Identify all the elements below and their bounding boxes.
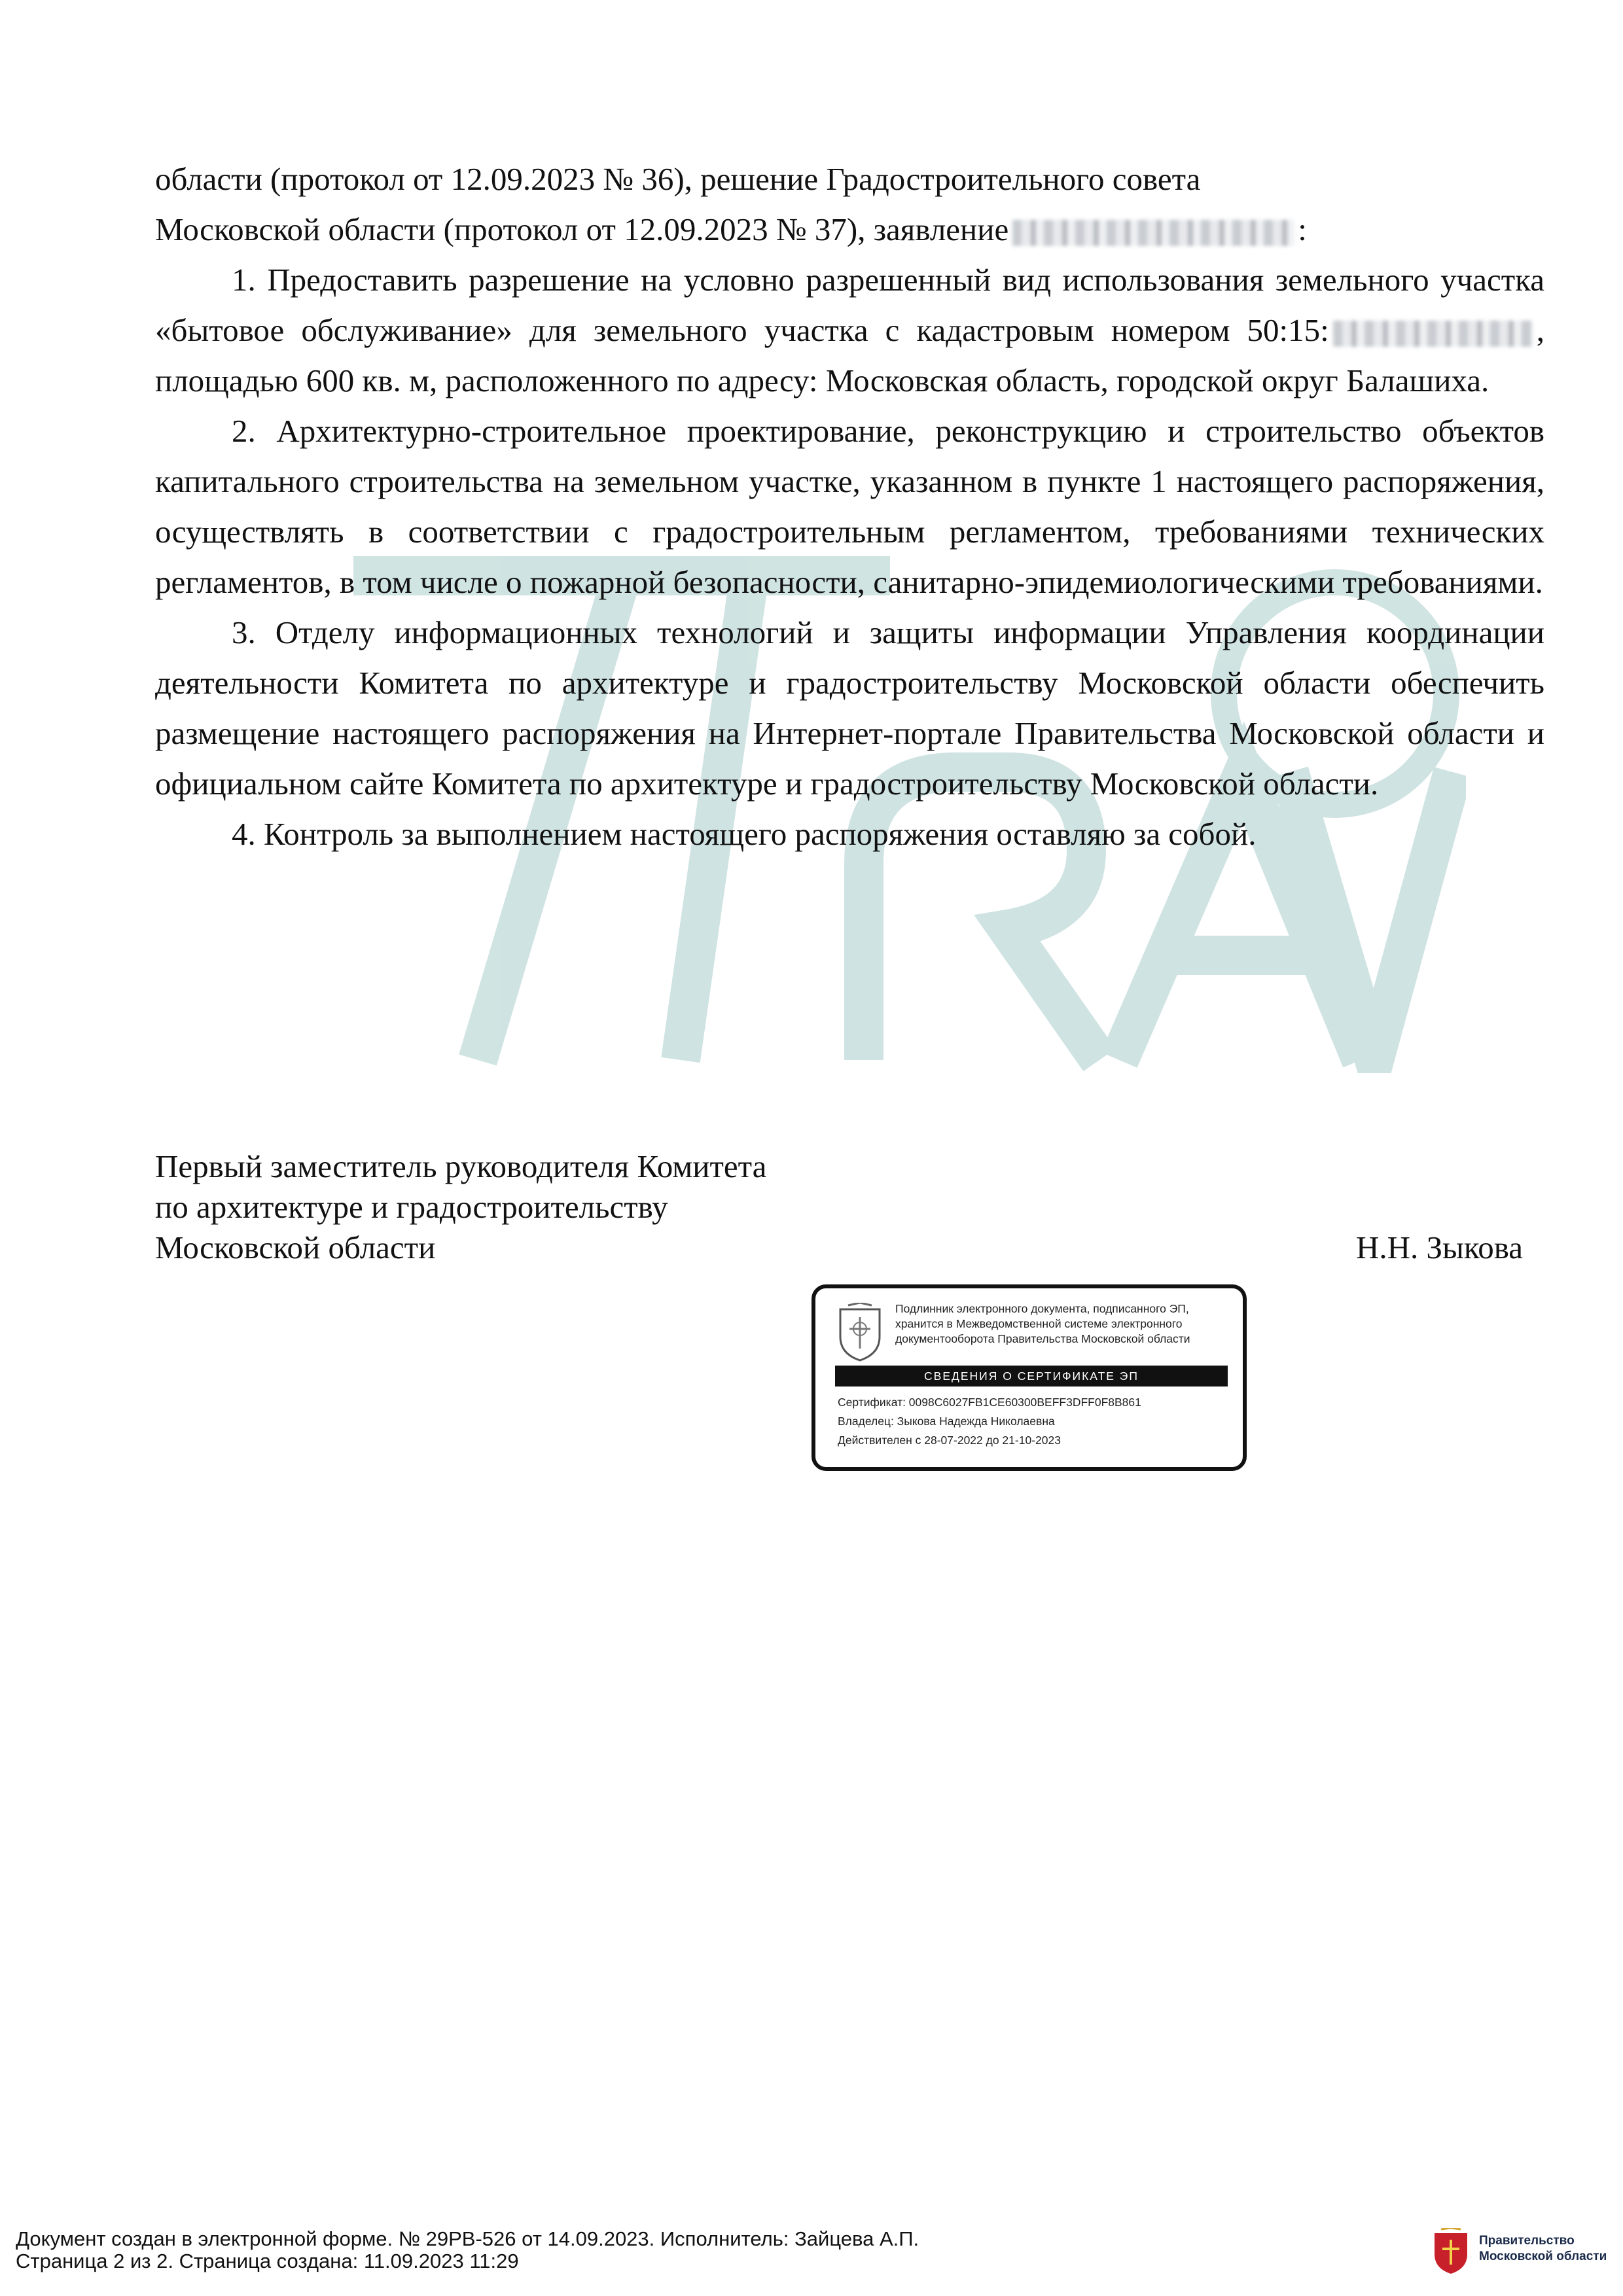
- electronic-signature-stamp: [812, 1284, 1247, 1471]
- coat-of-arms-icon: [835, 1303, 885, 1363]
- item-1-text-start: 1. Предоставить разрешение на условно разрешенный вид использования земельного участка «бытовое обслуживание» для земельного участка с кадастровым номером 50:15:: [155, 262, 1544, 348]
- certificate-number: Сертификат: 0098C6027FB1CE60300BEFF3DFF0F8B861: [838, 1396, 1141, 1409]
- intro-line-2-end: :: [1298, 211, 1307, 247]
- stamp-certificate-bar: СВЕДЕНИЯ О СЕРТИФИКАТЕ ЭП: [835, 1366, 1228, 1386]
- item-1-text-end: , площадью 600 кв. м, расположенного по адресу: Московская область, городской округ Балашиха.: [155, 312, 1544, 398]
- item-4: 4. Контроль за выполнением настоящего распоряжения оставляю за собой.: [232, 816, 1257, 852]
- signature-block: [155, 1146, 1523, 1268]
- certificate-validity: Действителен с 28-07-2022 до 21-10-2023: [838, 1434, 1061, 1447]
- stamp-header: [895, 1301, 1242, 1347]
- intro-line-2: Московской области (протокол от 12.09.2023 № 37), заявление: [155, 211, 1009, 247]
- intro-paragraph: [155, 154, 1544, 255]
- footer-line-2: Страница 2 из 2. Страница создана: 11.09.2023 11:29: [16, 2250, 519, 2272]
- item-2: 2. Архитектурно-строительное проектирование, реконструкцию и строительство объектов капитального строительства на земельном участке, указанном в пункте 1 настоящего распоряжения, осуществлять в соответствии с градостроительным регламентом, требованиями технических регламентов, в том числе о пожарной безопасности, санитарно-эпидемиологическими требованиями.: [155, 413, 1544, 600]
- signer-title-line-3: Московской области: [155, 1229, 436, 1265]
- signer-title-line-1: Первый заместитель руководителя Комитета: [155, 1148, 767, 1184]
- government-logo: [1432, 2228, 1609, 2279]
- logo-line-2: Московской области: [1479, 2250, 1607, 2263]
- logo-line-1: Правительство: [1479, 2234, 1575, 2248]
- item-3: 3. Отделу информационных технологий и защиты информации Управления координации деятельности Комитета по архитектуре и градостроительству Московской области обеспечить размещение настоящего распоряжения на Интернет-портале Правительства Московской области и официальном сайте Комитета по архитектуре и градостроительству Московской области.: [155, 614, 1544, 802]
- signer-title-line-2: по архитектуре и градостроительству: [155, 1189, 668, 1225]
- stamp-certificate-details: [838, 1393, 1230, 1450]
- stamp-header-line-3: документооборота Правительства Московской области: [895, 1332, 1190, 1345]
- stamp-header-line-1: Подлинник электронного документа, подписанного ЭП,: [895, 1302, 1189, 1315]
- intro-line-1: области (протокол от 12.09.2023 № 36), решение Градостроительного совета: [155, 161, 1201, 197]
- signer-name: Н.Н. Зыкова: [1355, 1229, 1523, 1265]
- item-1: [155, 255, 1544, 406]
- footer-line-1: Документ создан в электронной форме. № 29РВ-526 от 14.09.2023. Исполнитель: Зайцева А.П.: [16, 2227, 919, 2250]
- redacted-applicant-name: [1012, 220, 1294, 246]
- government-logo-text: [1479, 2233, 1607, 2265]
- certificate-owner: Владелец: Зыкова Надежда Николаевна: [838, 1415, 1055, 1428]
- document-body: [155, 154, 1544, 859]
- page-footer: [16, 2228, 919, 2272]
- stamp-header-line-2: хранится в Межведомственной системе электронного: [895, 1317, 1183, 1330]
- redacted-cadastral-number: [1333, 321, 1533, 347]
- moscow-region-crest-icon: [1432, 2228, 1470, 2275]
